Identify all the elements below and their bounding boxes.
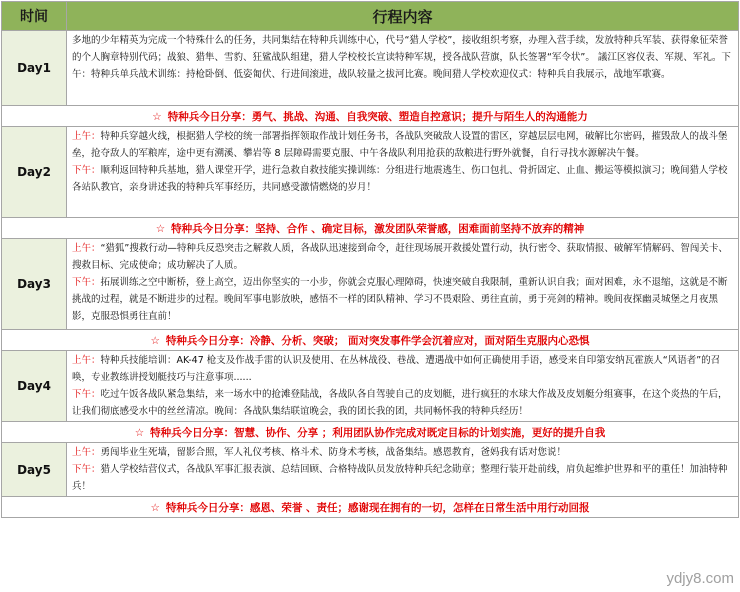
daily-share <box>2 106 739 127</box>
share-row <box>2 218 739 239</box>
schedule-paragraph <box>72 128 734 162</box>
star-icon: ☆ <box>152 111 161 123</box>
itinerary-table <box>1 1 739 518</box>
day-row <box>2 351 739 422</box>
daily-share <box>2 497 739 518</box>
schedule-text: 多地的少年精英为完成一个特殊什么的任务，共同集结在特种兵训练中心，代号“猎人学校”，接收组织考察，办理入营手续，发放特种兵军装、获得象征荣誉的个人胸章特别代码；战狼、猎隼、雪豹、狂鲨战队组建，猎人学校校长宣读特种军规，授各战队营旗，队长签署“军令状”。 議江区容仪表、军规、军礼。下午：特种兵单兵战术训练：持枪卧倒、低姿匍伏、行进间滚进，战队较量之拔河比赛。晚间猎人学校欢迎仪式：特种兵自我展示，战地军歌赛。 <box>72 35 731 80</box>
schedule-text: “猎狐”搜救行动—特种兵反恐突击之解救人质，各战队迅速接到命令，赶往现场展开救援处置行动，执行密令、获取情报、破解军情解码、智闯关卡、搜救目标、完成使命；成功解决了人质。 <box>72 243 728 271</box>
daily-share <box>2 218 739 239</box>
schedule-paragraph <box>72 386 734 420</box>
star-icon: ☆ <box>156 223 165 235</box>
time-prefix: 下午： <box>72 464 101 475</box>
itinerary-body <box>2 31 739 518</box>
day-row <box>2 127 739 218</box>
schedule-text: 顺利返回特种兵基地，猎人课堂开学，进行急救自救技能实操训练：分组进行地震逃生、伤口包扎、骨折固定、止血、搬运等模拟演习；晚间猎人学校各站队教官，亲身讲述我的特种兵军事经历，共同感受激情燃烧的岁月！ <box>72 165 728 193</box>
time-prefix: 上午： <box>72 355 101 366</box>
schedule-paragraph <box>72 444 734 461</box>
day-label: Day1 <box>2 31 67 106</box>
schedule-paragraph <box>72 32 734 83</box>
header-row <box>2 2 739 31</box>
share-text: 特种兵今日分享：坚持、合作 、确定目标，激发团队荣誉感，困难面前坚持不放弃的精神 <box>171 223 584 235</box>
time-prefix: 下午： <box>72 389 101 400</box>
day-content <box>67 31 739 106</box>
day-content <box>67 127 739 218</box>
schedule-paragraph <box>72 352 734 386</box>
day-label: Day5 <box>2 443 67 497</box>
schedule-paragraph <box>72 240 734 274</box>
share-row <box>2 497 739 518</box>
day-row <box>2 443 739 497</box>
day-row <box>2 31 739 106</box>
daily-share <box>2 422 739 443</box>
time-prefix: 上午： <box>72 131 101 142</box>
schedule-paragraph <box>72 274 734 325</box>
day-row <box>2 239 739 330</box>
time-prefix: 上午： <box>72 447 101 458</box>
time-prefix: 下午： <box>72 165 101 176</box>
day-label: Day3 <box>2 239 67 330</box>
star-icon: ☆ <box>150 502 159 514</box>
share-text: 特种兵今日分享：感恩、荣誉 、责任；感谢现在拥有的一切，怎样在日常生活中用行动回报 <box>166 502 590 514</box>
schedule-text: 特种兵技能培训：AK-47 枪支及作战手雷的认识及使用、在丛林战役、巷战、遭遇战中如何正确使用手语，感受来自印第安纳瓦霍族人“风语者”的召唤，专业教练讲授划艇技巧与注意事项...... <box>72 355 720 383</box>
share-text: 特种兵今日分享：智慧、协作、分享 ；利用团队协作完成对既定目标的计划实施，更好的提升自我 <box>150 427 605 439</box>
day-content <box>67 443 739 497</box>
day-label: Day2 <box>2 127 67 218</box>
header-time: 时间 <box>2 2 67 31</box>
share-row <box>2 330 739 351</box>
day-label: Day4 <box>2 351 67 422</box>
share-text: 特种兵今日分享：冷静、分析、突破； 面对突发事件学会沉着应对，面对陌生克服内心恐惧 <box>166 335 590 347</box>
day-content <box>67 351 739 422</box>
schedule-paragraph <box>72 461 734 495</box>
share-row <box>2 106 739 127</box>
schedule-text: 吃过午饭各战队紧急集结，来一场水中的抢滩登陆战，各战队各自驾驶自己的皮划艇，进行疯狂的水球大作战及皮划艇分组赛事，在这个炎热的午后，让我们彻底感受水中的丝丝清凉。晚间：各战队集结联谊晚会，我的团长我的团，共同畅怀我的特种兵经历！ <box>72 389 728 417</box>
day-content <box>67 239 739 330</box>
header-content: 行程内容 <box>67 2 739 31</box>
time-prefix: 上午： <box>72 243 101 254</box>
schedule-text: 猎人学校结营仪式，各战队军事汇报表演、总结回顾、合格特战队员发放特种兵纪念勋章；整理行装开赴前线，肩负起维护世界和平的重任！加油特种兵！ <box>72 464 728 492</box>
star-icon: ☆ <box>135 427 144 439</box>
share-text: 特种兵今日分享：勇气、挑战、沟通、自我突破、塑造自控意识；提升与陌生人的沟通能力 <box>168 111 588 123</box>
schedule-text: 拓展训练之空中断桥，登上高空，迈出你坚实的一小步，你就会克服心理障碍，快速突破自我限制，重新认识自我；面对困难，永不退缩，这就是不断挑战的过程，就是不断进步的过程。晚间军事电影放映，感悟不一样的团队精神、学习不畏艰险、勇往直前，勇于亮剑的精神。晚间夜探幽灵城堡之月夜黑影，克服恐惧勇往直前！ <box>72 277 728 322</box>
daily-share <box>2 330 739 351</box>
star-icon: ☆ <box>150 335 159 347</box>
schedule-text: 勇闯毕业生死墙，留影合照，军人礼仪考核、格斗术、防身术考核，战备集结。感恩教育，爸妈我有话对您说！ <box>101 447 567 458</box>
time-prefix: 下午： <box>72 277 101 288</box>
watermark: ydjy8.com <box>666 570 734 587</box>
schedule-text: 特种兵穿越火线，根据猎人学校的统一部署指挥领取作战计划任务书，各战队突破敌人设置的雷区，穿越层层电网，破解比尔密码，摧毁敌人的战斗堡垒，抢夺敌人的军粮库，途中更有溯溪、攀岩等 8 层障碍需要克服、中午各战队利用抢获的敌粮进行野外就餐，自行寻找水源解决午餐。 <box>72 131 728 159</box>
share-row <box>2 422 739 443</box>
schedule-paragraph <box>72 162 734 196</box>
